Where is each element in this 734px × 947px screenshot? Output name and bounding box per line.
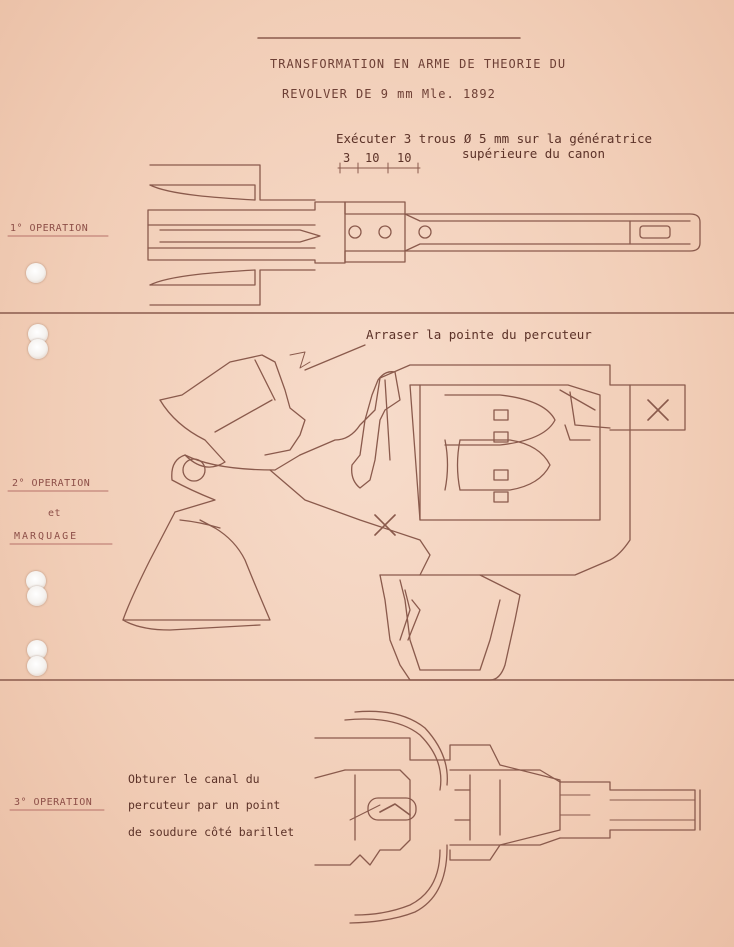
operation-1-instruction-line1: Exécuter 3 trous Ø 5 mm sur la génératrice	[336, 131, 653, 146]
firing-pin-channel-drawing	[315, 711, 700, 923]
revolver-frame-drawing	[123, 345, 685, 680]
operation-2-label: 2° OPERATION	[12, 478, 91, 489]
operation-1-label: 1° OPERATION	[10, 223, 89, 234]
dimension-label: 10	[365, 151, 380, 165]
operation-3-instruction-line1: Obturer le canal du	[128, 772, 260, 786]
barrel-drawing	[148, 163, 700, 305]
operation-2-instruction: Arraser la pointe du percuteur	[366, 327, 592, 342]
operation-3-label: 3° OPERATION	[14, 797, 93, 808]
operation-2-label-connector: et	[48, 508, 62, 519]
operation-3-instruction-line2: percuteur par un point	[128, 798, 281, 812]
operation-1-instruction-line2: supérieure du canon	[462, 146, 605, 161]
dimension-label: 3	[343, 151, 351, 165]
operation-3-instruction-line3: de soudure côté barillet	[128, 825, 295, 839]
document-title-line2: REVOLVER DE 9 mm Mle. 1892	[282, 87, 496, 101]
dimension-label: 10	[397, 151, 412, 165]
document-title-line1: TRANSFORMATION EN ARME DE THEORIE DU	[270, 57, 567, 71]
operation-2-label-marking: MARQUAGE	[14, 531, 79, 542]
